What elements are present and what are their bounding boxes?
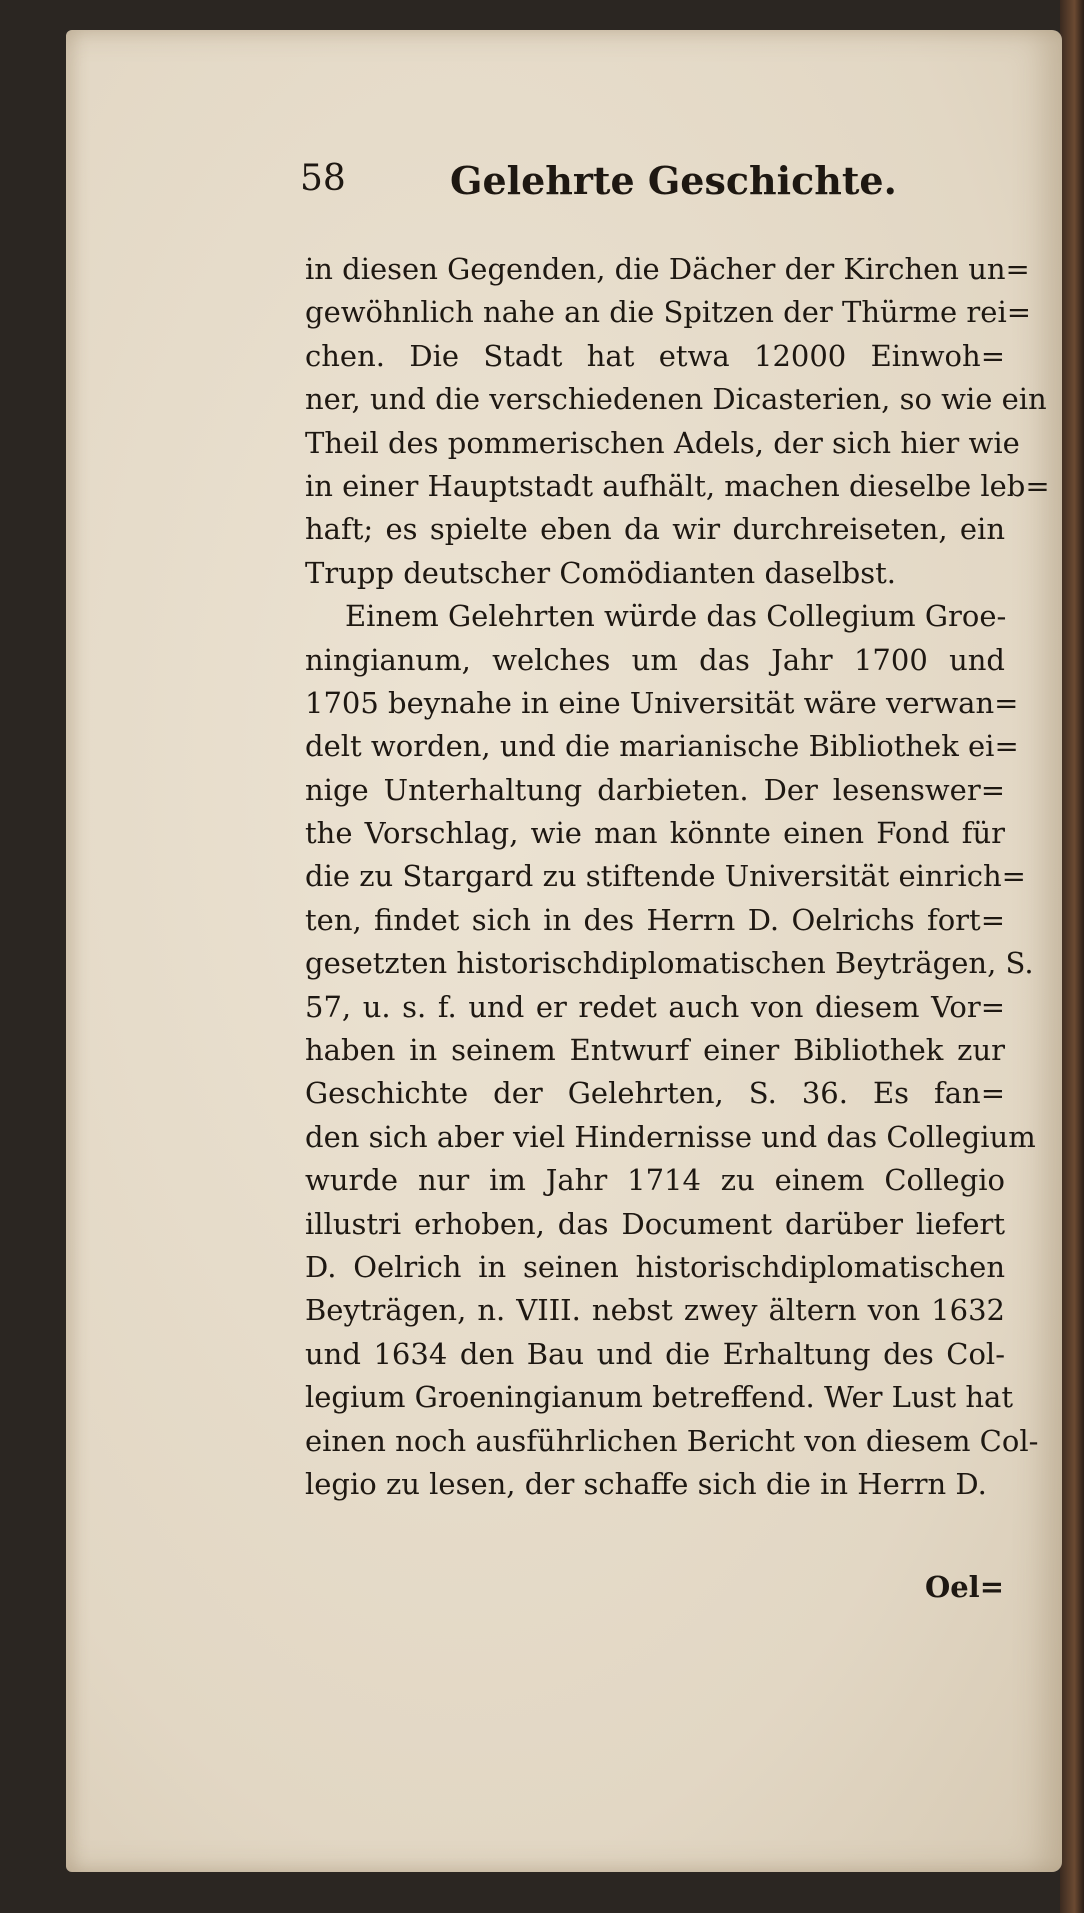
text-line: 57, u. s. f. und er redet auch von diesem Vor= — [305, 989, 1005, 1024]
book-edge — [1060, 0, 1084, 1913]
text-line: die zu Stargard zu stiftende Universität einrich= — [305, 859, 1026, 894]
text-line: legium Groeningianum betreffend. Wer Lust hat — [305, 1380, 1013, 1415]
body-text — [305, 248, 1050, 1506]
text-line: den sich aber viel Hindernisse und das Collegium — [305, 1119, 1036, 1154]
text-line: gesetzten historischdiplomatischen Beyträgen, S. — [305, 946, 1034, 981]
text-line: Beyträgen, n. VIII. nebst zwey ältern von 1632 — [305, 1293, 1005, 1328]
text-line: Einem Gelehrten würde das Collegium Groe- — [345, 599, 1007, 634]
text-line: einen noch ausführlichen Bericht von diesem Col- — [305, 1423, 1039, 1458]
text-line: in einer Hauptstadt aufhält, machen dieselbe leb= — [305, 468, 1050, 503]
text-line: legio zu lesen, der schaffe sich die in Herrn D. — [305, 1466, 987, 1501]
text-line: Geschichte der Gelehrten, S. 36. Es fan= — [305, 1076, 1005, 1111]
text-line: Trupp deutscher Comödianten daselbst. — [305, 555, 896, 590]
text-line: nige Unterhaltung darbieten. Der lesenswer= — [305, 772, 1005, 807]
text-line: haft; es spielte eben da wir durchreiseten, ein — [305, 512, 1005, 547]
page-number: 58 — [300, 158, 346, 199]
text-line: haben in seinem Entwurf einer Bibliothek zur — [305, 1033, 1005, 1068]
text-line: 1705 beynahe in eine Universität wäre verwan= — [305, 685, 1019, 720]
text-line: ningianum, welches um das Jahr 1700 und — [305, 642, 1005, 677]
text-line: chen. Die Stadt hat etwa 12000 Einwoh= — [305, 338, 1005, 373]
text-line: Theil des pommerischen Adels, der sich hier wie — [305, 425, 1020, 460]
text-line: und 1634 den Bau und die Erhaltung des Col- — [305, 1336, 1005, 1371]
text-line: illustri erhoben, das Document darüber liefert — [305, 1206, 1005, 1241]
text-line: wurde nur im Jahr 1714 zu einem Collegio — [305, 1163, 1005, 1198]
text-line: ner, und die verschiedenen Dicasterien, so wie ein — [305, 382, 1047, 417]
text-line: delt worden, und die marianische Bibliothek ei= — [305, 729, 1019, 764]
text-line: the Vorschlag, wie man könnte einen Fond für — [305, 816, 1005, 851]
text-line: in diesen Gegenden, die Dächer der Kirchen un= — [305, 252, 1030, 286]
page-header — [300, 158, 1020, 208]
text-line: gewöhnlich nahe an die Spitzen der Thürme rei= — [305, 295, 1032, 330]
text-line: ten, findet sich in des Herrn D. Oelrichs fort= — [305, 902, 1005, 937]
text-line: D. Oelrich in seinen historischdiplomatischen — [305, 1249, 1005, 1284]
catchword: Oel= — [924, 1570, 1004, 1604]
running-title: Gelehrte Geschichte. — [450, 158, 897, 203]
